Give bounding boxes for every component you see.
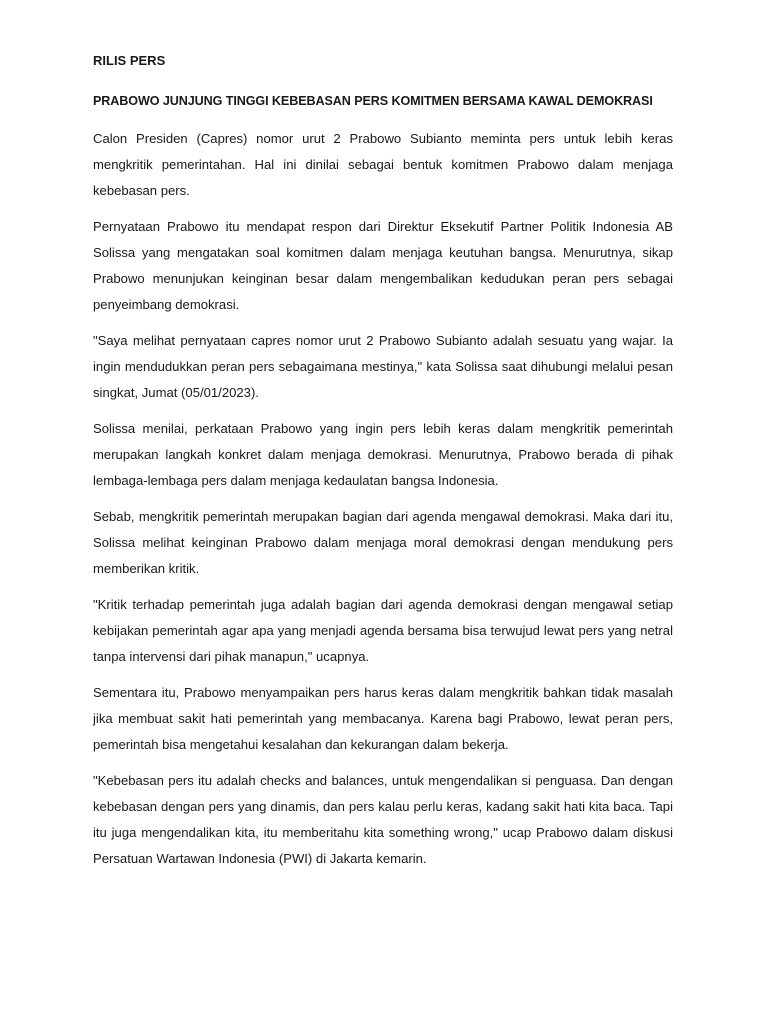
press-release [93, 50, 673, 882]
paragraph: Sementara itu, Prabowo menyampaikan pers harus keras dalam mengkritik bahkan tidak masalah jika membuat sakit hati pemerintah yang membacanya. Karena bagi Prabowo, lewat peran pers, pemerintah bisa mengetahui kesalahan dan kekurangan dalam bekerja. [93, 685, 673, 752]
paragraph: "Saya melihat pernyataan capres nomor urut 2 Prabowo Subianto adalah sesuatu yang wajar. Ia ingin mendudukkan peran pers sebagaimana mestinya," kata Solissa saat dihubungi melalui pesan singkat, Jumat (05/01/2023). [93, 333, 673, 400]
paragraph: "Kebebasan pers itu adalah checks and balances, untuk mengendalikan si penguasa. Dan dengan kebebasan dengan pers yang dinamis, dan pers kalau perlu keras, kadang sakit hati kita baca. Tapi itu juga mengendalikan kita, itu memberitahu kita something wrong," ucap Prabowo dalam diskusi Persatuan Wartawan Indonesia (PWI) di Jakarta kemarin. [93, 773, 673, 866]
paragraph: Calon Presiden (Capres) nomor urut 2 Prabowo Subianto meminta pers untuk lebih keras mengkritik pemerintahan. Hal ini dinilai sebagai bentuk komitmen Prabowo dalam menjaga kebebasan pers. [93, 131, 673, 198]
headline: PRABOWO JUNJUNG TINGGI KEBEBASAN PERS KOMITMEN BERSAMA KAWAL DEMOKRASI [93, 94, 653, 108]
paragraph: Sebab, mengkritik pemerintah merupakan bagian dari agenda mengawal demokrasi. Maka dari itu, Solissa melihat keinginan Prabowo dalam menjaga moral demokrasi dengan mendukung pers memberikan kritik. [93, 509, 673, 576]
document-label: RILIS PERS [93, 53, 166, 68]
paragraph: Solissa menilai, perkataan Prabowo yang ingin pers lebih keras dalam mengkritik pemerintah merupakan langkah konkret dalam menjaga demokrasi. Menurutnya, Prabowo berada di pihak lembaga-lembaga pers dalam menjaga kedaulatan bangsa Indonesia. [93, 421, 673, 488]
paragraph: Pernyataan Prabowo itu mendapat respon dari Direktur Eksekutif Partner Politik Indonesia AB Solissa yang mengatakan soal komitmen dalam menjaga keutuhan bangsa. Menurutnya, sikap Prabowo menunjukan keinginan besar dalam mengembalikan kedudukan peran pers sebagai penyeimbang demokrasi. [93, 219, 673, 312]
paragraph: "Kritik terhadap pemerintah juga adalah bagian dari agenda demokrasi dengan mengawal setiap kebijakan pemerintah agar apa yang menjadi agenda bersama bisa terwujud lewat pers yang netral tanpa intervensi dari pihak manapun," ucapnya. [93, 597, 673, 664]
